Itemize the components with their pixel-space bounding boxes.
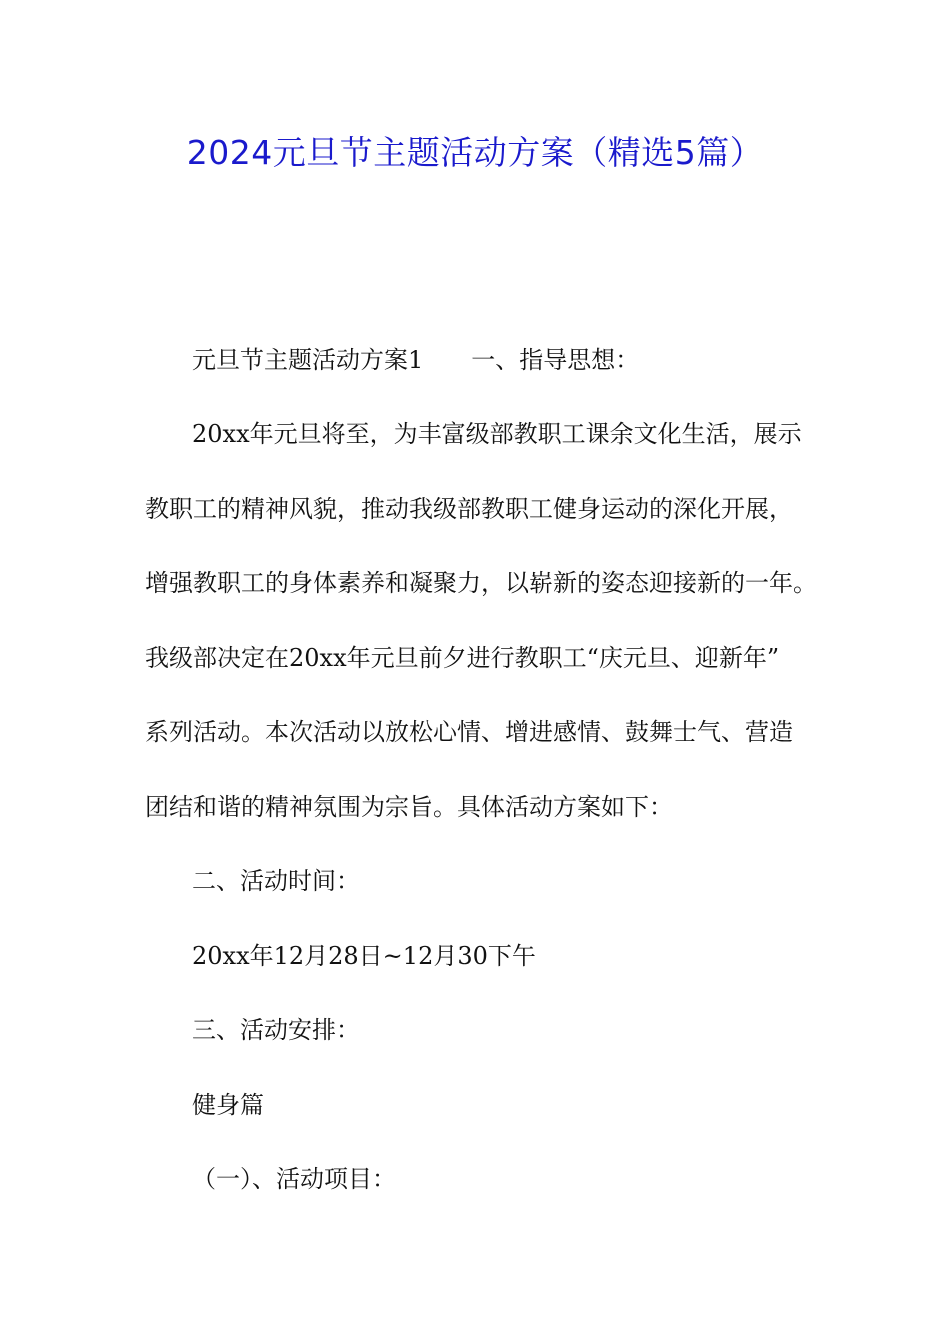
document-title: 2024元旦节主题活动方案（精选5篇） [186,133,764,172]
activity-time: 20xx年12月28日~12月30下午 [192,942,536,970]
paragraph-line: 系列活动。本次活动以放松心情、增进感情、鼓舞士气、营造 [145,718,793,746]
paragraph-line: 增强教职工的身体素养和凝聚力，以崭新的姿态迎接新的一年。 [145,569,817,597]
paragraph-line: 教职工的精神风貌，推动我级部教职工健身运动的深化开展， [145,495,793,523]
plan-heading: 元旦节主题活动方案1 [192,346,424,374]
section-heading-guiding: 一、指导思想： [471,346,640,374]
subsection-activity-items: （一）、活动项目： [192,1165,396,1193]
paragraph-line: 团结和谐的精神氛围为宗旨。具体活动方案如下： [145,793,673,821]
plan-heading-line [192,344,639,376]
paragraph-line: 20xx年元旦将至，为丰富级部教职工课余文化生活，展示 [192,420,802,448]
section-heading-time: 二、活动时间： [192,867,360,895]
paragraph-line: 我级部决定在20xx年元旦前夕进行教职工“庆元旦、迎新年” [145,644,780,672]
section-heading-arrangement: 三、活动安排： [192,1016,360,1044]
subsection-fitness: 健身篇 [192,1091,264,1119]
